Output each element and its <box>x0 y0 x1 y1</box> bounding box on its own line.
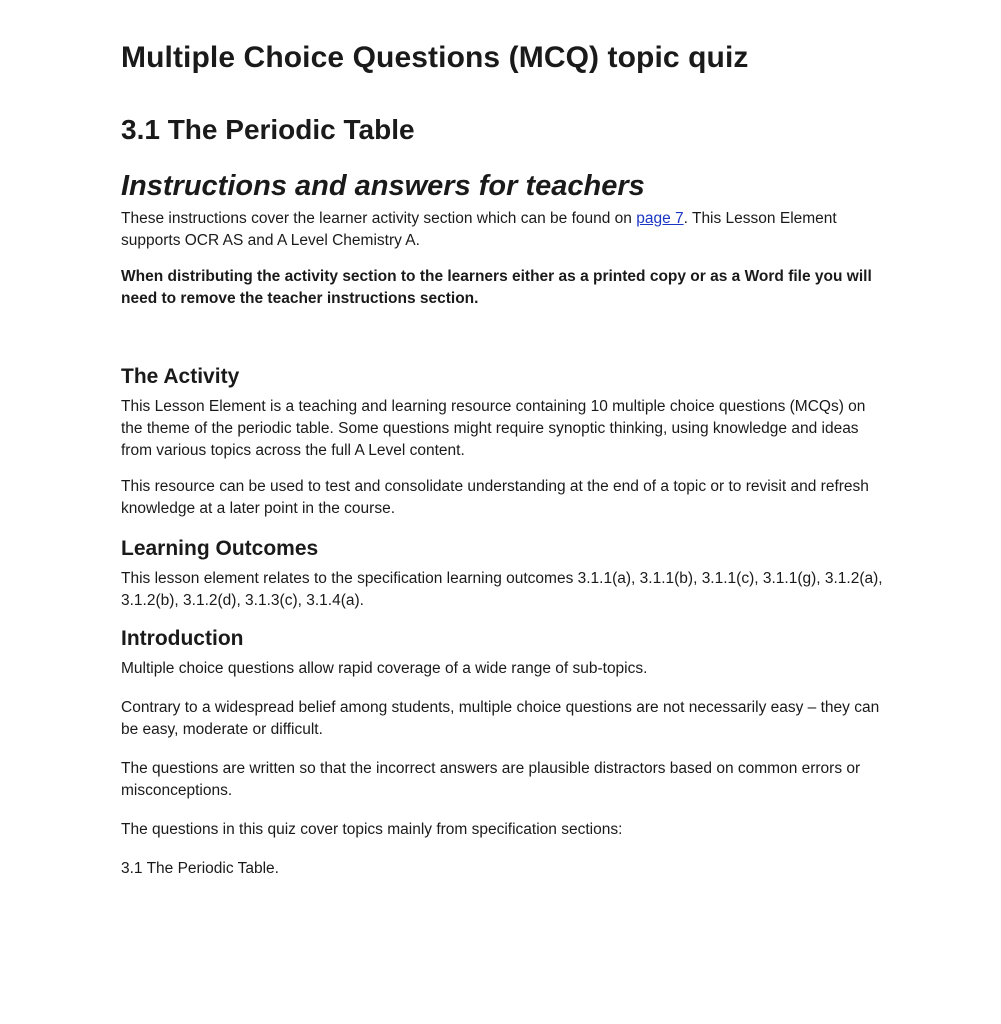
introduction-paragraph-4: The questions in this quiz cover topics mainly from specification sections: <box>121 821 623 838</box>
learning-outcomes-text: This lesson element relates to the specification learning outcomes 3.1.1(a), 3.1.1(b), 3.1.1(c), 3.1.1(g), 3.1.2(a), 3.1.2(b), 3.1.2(d), 3.1.3(c), 3.1.4(a). <box>121 570 883 609</box>
document-title: Multiple Choice Questions (MCQ) topic quiz <box>121 41 749 74</box>
instructions-heading: Instructions and answers for teachers <box>121 170 645 202</box>
topic-heading: 3.1 The Periodic Table <box>121 114 415 145</box>
introduction-heading: Introduction <box>121 627 244 650</box>
intro-paragraph <box>121 208 891 252</box>
introduction-paragraph-1: Multiple choice questions allow rapid coverage of a wide range of sub-topics. <box>121 660 648 677</box>
intro-text-before-link: These instructions cover the learner activity section which can be found on <box>121 210 637 227</box>
distribution-note: When distributing the activity section to the learners either as a printed copy or as a Word file you will need to remove the teacher instructions section. <box>121 268 872 307</box>
introduction-paragraph-5: 3.1 The Periodic Table. <box>121 860 279 877</box>
activity-heading: The Activity <box>121 365 240 388</box>
introduction-paragraph-2: Contrary to a widespread belief among students, multiple choice questions are not necessarily easy – they can be easy, moderate or difficult. <box>121 699 880 738</box>
intro-text-after-link: . This Lesson Element supports OCR AS and A Level Chemistry A. <box>121 210 837 249</box>
activity-paragraph-1: This Lesson Element is a teaching and learning resource containing 10 multiple choice questions (MCQs) on the theme of the periodic table. Some questions might require synoptic thinking, using knowledge and ideas from various topics across the full A Level content. <box>121 398 866 459</box>
learning-outcomes-heading: Learning Outcomes <box>121 537 319 560</box>
introduction-paragraph-3: The questions are written so that the incorrect answers are plausible distractors based on common errors or misconceptions. <box>121 760 861 799</box>
document-page <box>121 38 891 880</box>
page-7-link[interactable]: page 7 <box>636 210 684 227</box>
activity-paragraph-2: This resource can be used to test and consolidate understanding at the end of a topic or to revisit and refresh knowledge at a later point in the course. <box>121 478 869 517</box>
